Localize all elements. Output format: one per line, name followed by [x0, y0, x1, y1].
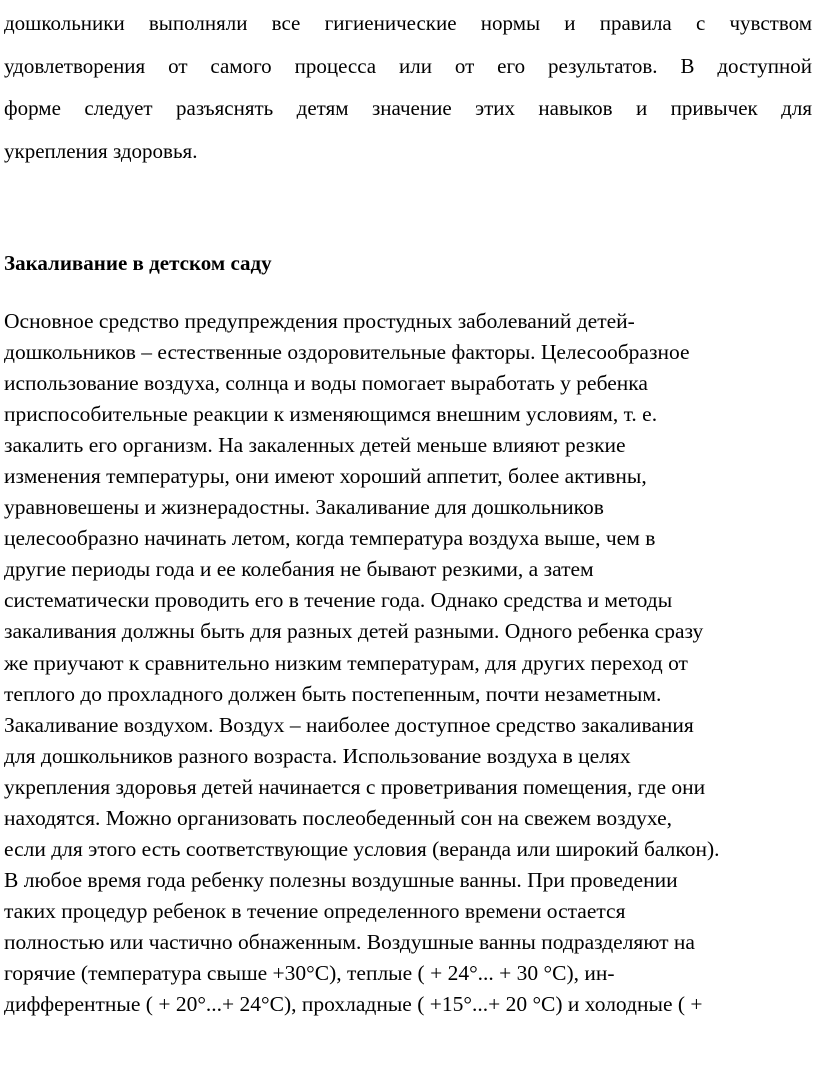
body-line: другие периоды года и ее колебания не бывают резкими, а затем: [4, 557, 594, 582]
body-line: горячие (температура свыше +30°С), теплые ( + 24°... + 30 °С), ин-: [4, 960, 615, 985]
body-line: целесообразно начинать летом, когда температура воздуха выше, чем в: [4, 526, 656, 551]
body-line: полностью или частично обнаженным. Воздушные ванны подразделяют на: [4, 929, 695, 954]
body-line: дошкольников – естественные оздоровительные факторы. Целесообразное: [4, 340, 690, 365]
intro-paragraph: [4, 2, 812, 172]
body-line: таких процедур ребенок в течение определенного времени остается: [4, 898, 626, 923]
body-line: Закаливание воздухом. Воздух – наиболее доступное средство закаливания: [4, 712, 694, 737]
body-line: В любое время года ребенку полезны воздушные ванны. При проведении: [4, 867, 678, 892]
body-line: изменения температуры, они имеют хороший аппетит, более активны,: [4, 464, 647, 489]
section-heading: Закаливание в детском саду: [4, 251, 272, 275]
body-line: для дошкольников разного возраста. Использование воздуха в целях: [4, 743, 631, 768]
body-line: теплого до прохладного должен быть постепенным, почти незаметным.: [4, 681, 662, 706]
intro-line: удовлетворения от самого процесса или от его результатов. В доступной: [4, 53, 812, 78]
intro-line: форме следует разъяснять детям значение этих навыков и привычек для: [4, 96, 812, 120]
intro-line: укрепления здоровья.: [4, 138, 198, 163]
body-line: приспособительные реакции к изменяющимся внешним условиям, т. е.: [4, 402, 658, 427]
body-line: закалить его организм. На закаленных детей меньше влияют резкие: [4, 433, 626, 458]
section-body-paragraph: [4, 306, 814, 1020]
intro-line: дошкольники выполняли все гигиенические нормы и правила с чувством: [4, 11, 812, 35]
body-line: уравновешены и жизнерадостны. Закаливание для дошкольников: [4, 495, 604, 520]
body-line: дифферентные ( + 20°...+ 24°С), прохладные ( +15°...+ 20 °С) и холодные ( +: [4, 992, 703, 1017]
body-line: укрепления здоровья детей начинается с проветривания помещения, где они: [4, 774, 706, 799]
body-line: систематически проводить его в течение года. Однако средства и методы: [4, 588, 673, 613]
body-line: находятся. Можно организовать послеобеденный сон на свежем воздухе,: [4, 805, 673, 830]
body-line: если для этого есть соответствующие условия (веранда или широкий балкон).: [4, 836, 720, 861]
body-line: Основное средство предупреждения простудных заболеваний детей-: [4, 309, 635, 333]
body-line: же приучают к сравнительно низким температурам, для других переход от: [4, 650, 688, 675]
body-line: закаливания должны быть для разных детей разными. Одного ребенка сразу: [4, 619, 704, 644]
body-line: использование воздуха, солнца и воды помогает выработать у ребенка: [4, 371, 648, 396]
